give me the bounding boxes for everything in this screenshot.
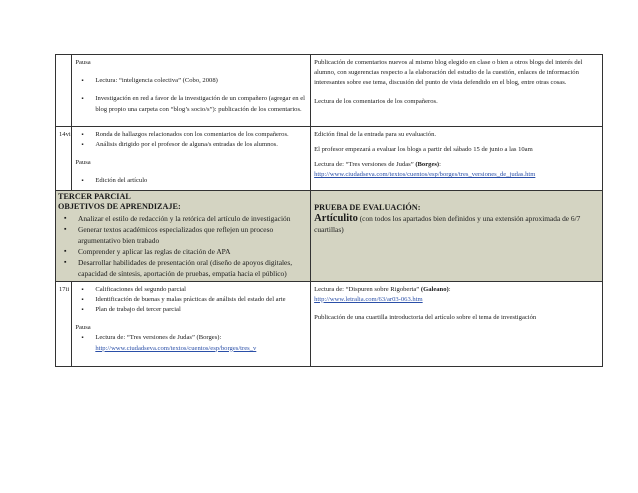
objectives-cell (56, 190, 311, 281)
list-item: ▪ Plan de trabajo del tercer parcial (75, 305, 307, 315)
table-row (56, 55, 603, 127)
objective-item: ▪ Analizar el estilo de redacción y la retórica del artículo de investigación (58, 213, 308, 224)
paragraph: Lectura de los comentarios de los compañeros. (314, 97, 438, 105)
objective-item: ▪ Generar textos académicos especializados que reflejen un proceso argumentativo bien trabado (58, 224, 308, 246)
reading-link[interactable]: http://www.letralia.com/63/ar03-063.htm (314, 295, 423, 303)
reading-line: Lectura de: “Dispuren sobre Rigoberta” (Galeano): (314, 285, 451, 293)
reading-link[interactable]: http://www.ciudadseva.com/textos/cuentos/esp/borges/tres_versiones_de_judas.htm (314, 171, 536, 179)
paragraph: Edición final de la entrada para su evaluación. (314, 130, 437, 138)
list-item: ▪ Lectura de: “Tres versiones de Judas” (Borges): http://www.ciudadseva.com/textos/cuentos/esp/borges/tres_v (75, 333, 307, 353)
objectives-title: OBJETIVOS DE APRENDIZAJE: (58, 201, 181, 211)
tasks-cell (311, 55, 603, 127)
activities-cell (72, 281, 311, 366)
date-cell: 17ii (56, 281, 72, 366)
list-item: ▪ Investigación en red a favor de la investigación de un compañero (agregar en el blog propio una carpeta con “blog’s socio/s”): publicación de los comentarios. (75, 94, 307, 114)
list-item: ▪ Calificaciones del segundo parcial (75, 285, 307, 295)
tasks-cell (311, 126, 603, 190)
evaluation-title: PRUEBA DE EVALUACIÓN: (314, 202, 421, 212)
paragraph: Publicación de comentarios nuevos al mismo blog elegido en clase o bien a otros blogs del interés del alumno, con sugerencias respecto a la elaboración del estudio de la cuestión, enlaces de información interesantes sobre ese tema, discusión del punto de vista defendido en el blog, entre otras cosas. (314, 59, 583, 87)
activities-cell (72, 126, 311, 190)
pausa-label: Pausa (75, 59, 91, 66)
reading-link[interactable]: http://www.ciudadseva.com/textos/cuentos/esp/borges/tres_v (95, 344, 257, 352)
evaluation-text: Artículito (con todos los apartados bien definidos y una extensión aproximada de 6/7 cuartillas) (314, 212, 581, 234)
list-item: ▪ Edición del artículo (75, 176, 307, 186)
activities-cell (72, 55, 311, 127)
evaluation-cell (311, 190, 603, 281)
paragraph: El profesor empezará a evaluar los blogs a partir del sábado 15 de junio a las 10am (314, 146, 533, 154)
objective-item: ▪ Desarrollar habilidades de presentación oral (diseño de apoyos digitales, capacidad de síntesis, aportación de pruebas, empatía hacia el público) (58, 257, 308, 279)
table-row (56, 126, 603, 190)
tasks-cell (311, 281, 603, 366)
list-item: ▪ Lectura: “inteligencia colectiva” (Cobo, 2008) (75, 76, 307, 86)
list-item: ▪ Ronda de hallazgos relacionados con los comentarios de los compañeros. (75, 130, 307, 140)
list-item: ▪ Identificación de buenas y malas prácticas de análisis del estado del arte (75, 295, 307, 305)
date-cell: 14vi (56, 126, 72, 190)
objective-item: ▪ Comprender y aplicar las reglas de citación de APA (58, 246, 308, 257)
table-row (56, 281, 603, 366)
section-header-row (56, 190, 603, 281)
course-plan-table (55, 54, 603, 367)
section-title: TERCER PARCIAL (58, 191, 131, 201)
pausa-label: Pausa (75, 324, 91, 332)
pausa-label: Pausa (75, 159, 91, 167)
date-cell (56, 55, 72, 127)
reading-line: Lectura de: “Tres versiones de Judas” (Borges): (314, 161, 441, 169)
paragraph: Publicación de una cuartilla introductoria del artículo sobre el tema de investigación (314, 314, 537, 322)
list-item: ▪ Análisis dirigido por el profesor de alguna/s entradas de los alumnos. (75, 140, 307, 150)
